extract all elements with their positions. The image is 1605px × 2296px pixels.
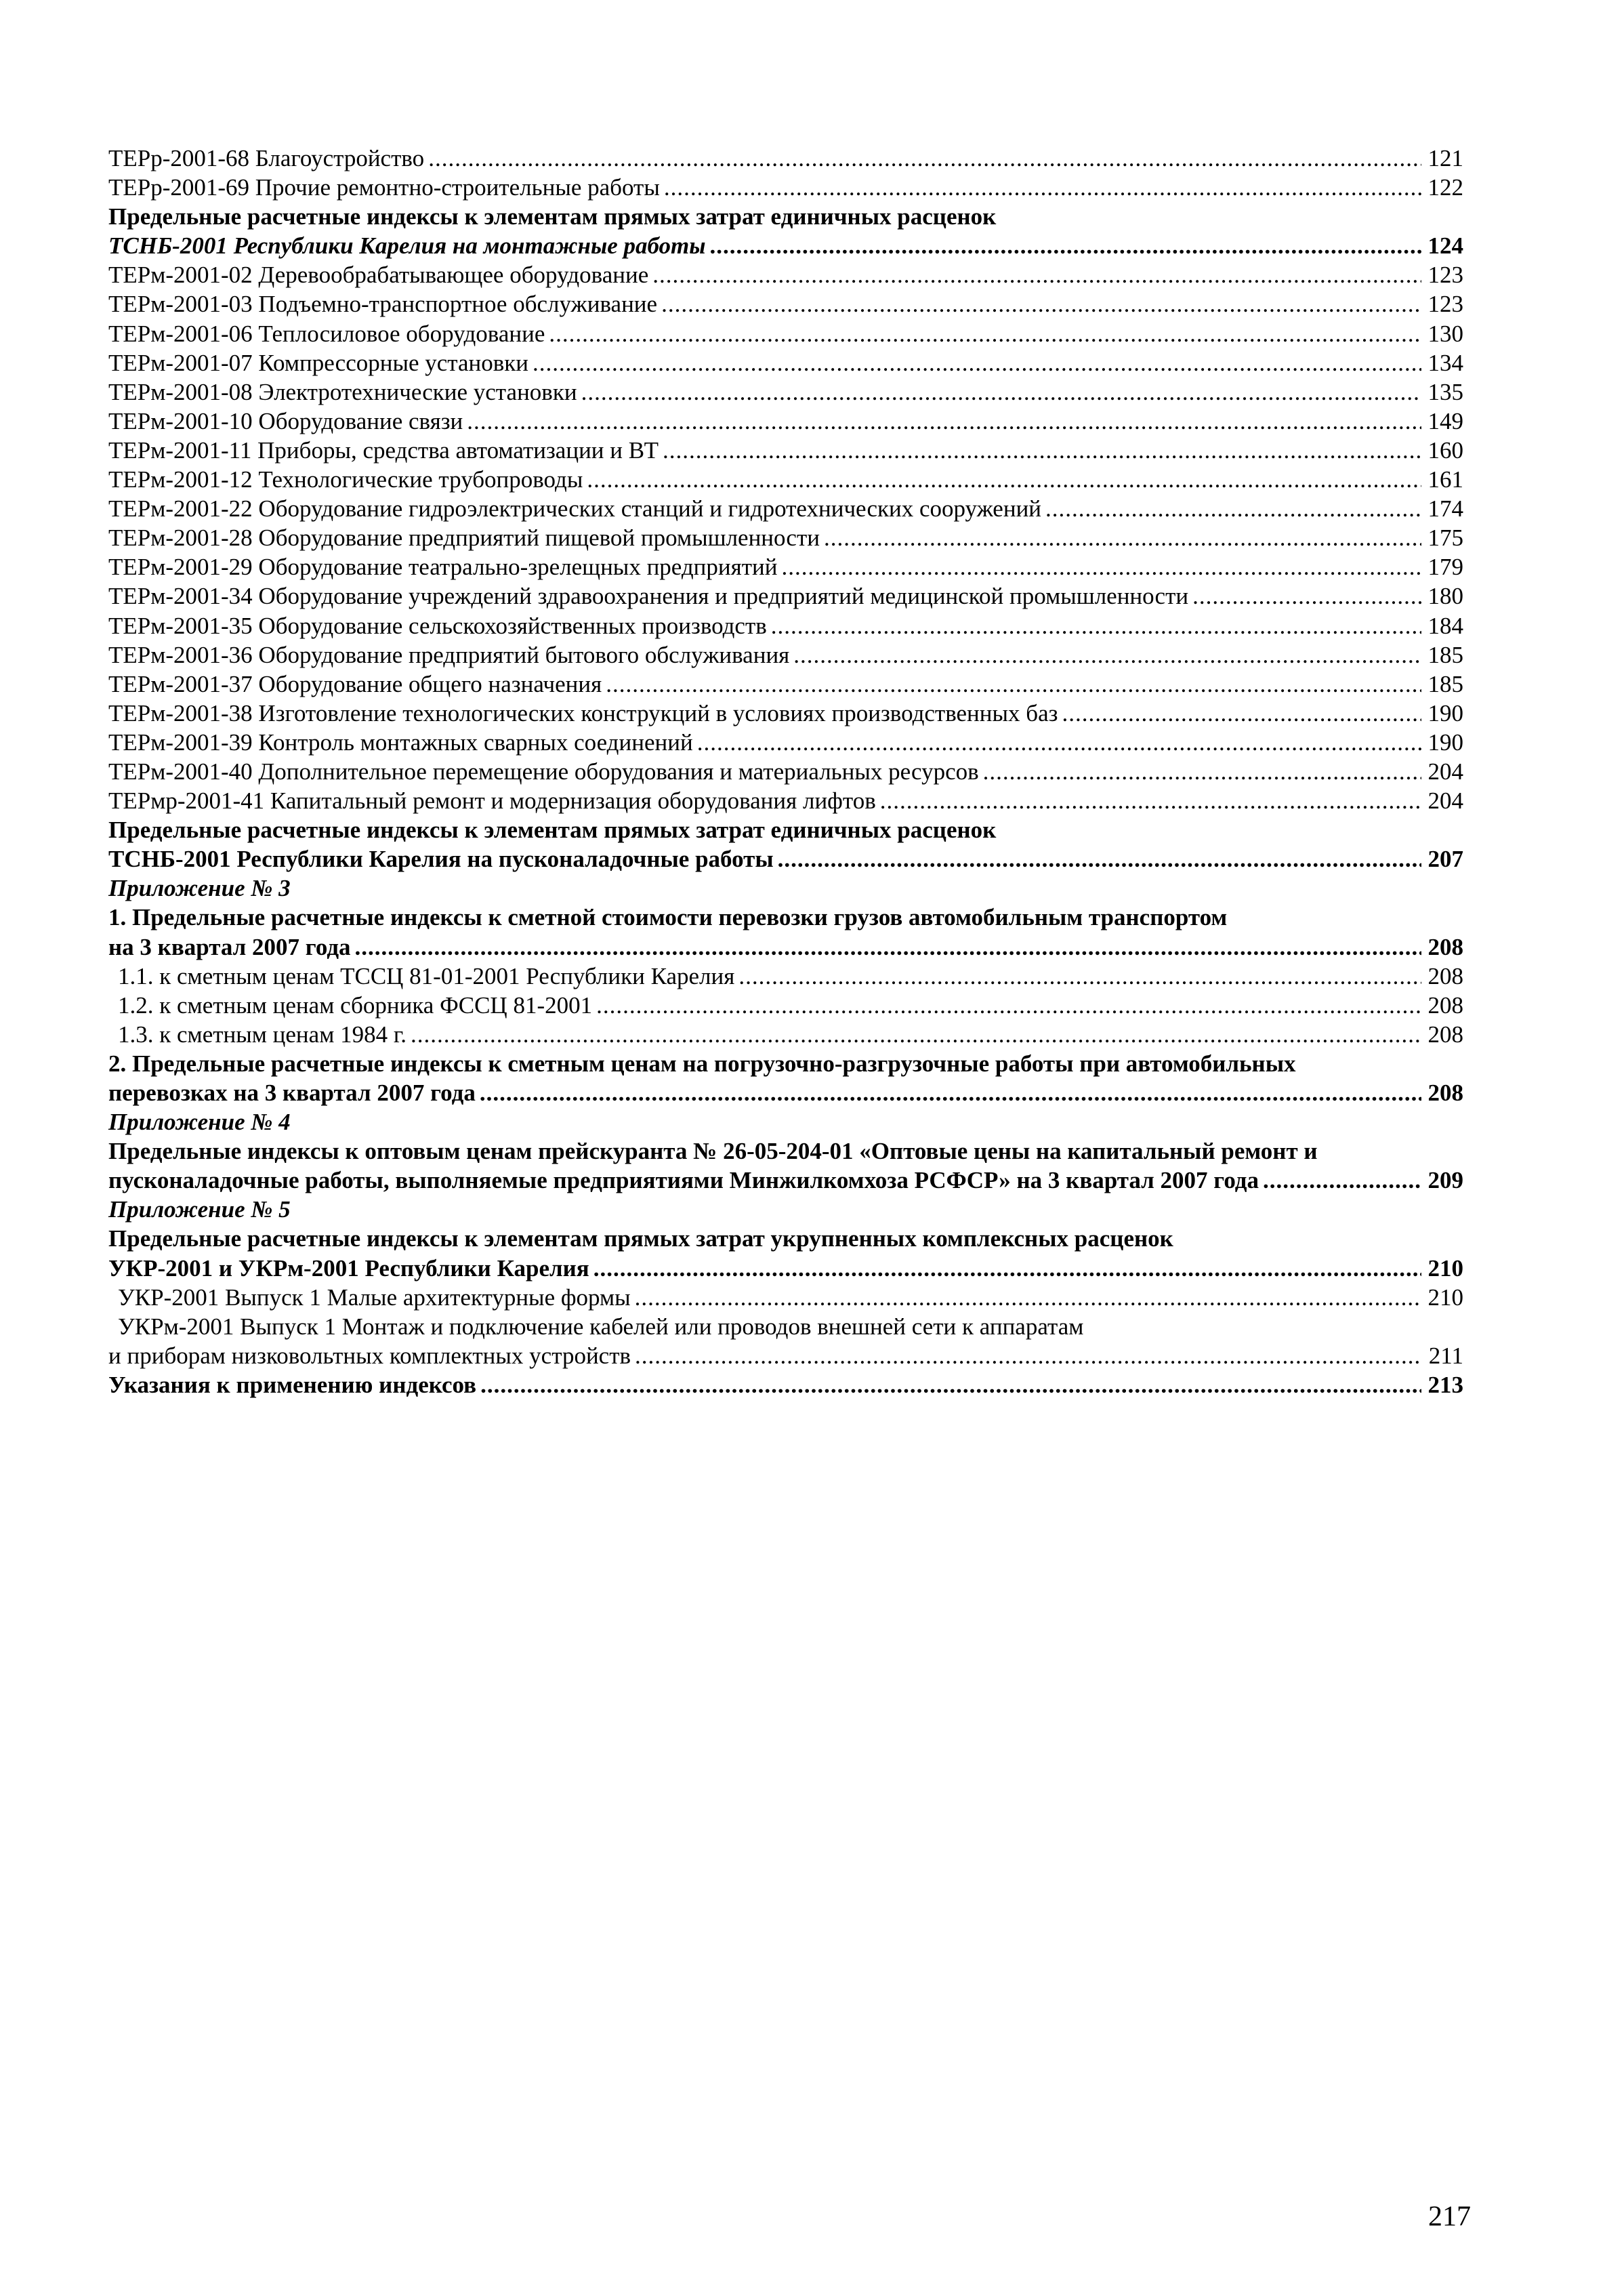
- toc-entry: [108, 699, 1463, 728]
- toc-entry-page: 175: [1427, 525, 1463, 552]
- toc-entry-page: 185: [1427, 641, 1463, 668]
- toc-entry-title: ТЕРм-2001-11 Приборы, средства автоматизации и ВТ: [108, 436, 659, 464]
- toc-entry-page: 211: [1428, 1342, 1463, 1369]
- toc-leader-dots: [587, 465, 1421, 494]
- toc-leader-dots: [983, 757, 1421, 786]
- toc-entry: [108, 611, 1463, 640]
- toc-entry-page: 210: [1427, 1284, 1463, 1311]
- toc-leader-dots: [411, 1020, 1421, 1049]
- toc-entry: [108, 1166, 1463, 1195]
- toc-leader-dots: [664, 173, 1421, 202]
- toc-entry-title: ТЕРм-2001-36 Оборудование предприятий бытового обслуживания: [108, 641, 790, 668]
- toc-entry-title: ТЕРм-2001-35 Оборудование сельскохозяйственных производств: [108, 612, 767, 639]
- toc-entry-page: 209: [1427, 1167, 1463, 1194]
- toc-entry: [108, 903, 1463, 932]
- toc-leader-dots: [1192, 581, 1421, 611]
- toc-leader-dots: [661, 289, 1421, 319]
- toc-entry-title: ТЕРм-2001-22 Оборудование гидроэлектрических станций и гидротехнических сооружений: [108, 495, 1042, 522]
- toc-entry-title: Приложение № 4: [108, 1109, 291, 1136]
- toc-entry: [108, 144, 1463, 173]
- page-number: 217: [1428, 2201, 1471, 2232]
- toc-entry: [108, 377, 1463, 407]
- toc-entry-title: ТЕРм-2001-08 Электротехнические установки: [108, 378, 577, 405]
- toc-leader-dots: [697, 728, 1421, 757]
- toc-entry-page: 122: [1427, 174, 1463, 201]
- toc-entry-title: перевозках на 3 квартал 2007 года: [108, 1080, 476, 1106]
- toc-entry: [108, 231, 1463, 260]
- toc-entry-title: ТЕРм-2001-02 Деревообрабатывающее оборудование: [108, 262, 649, 289]
- toc-entry-title: ТЕРм-2001-10 Оборудование связи: [108, 407, 463, 434]
- toc-leader-dots: [549, 319, 1421, 348]
- toc-entry-page: 207: [1427, 846, 1463, 873]
- toc-entry-title: ТЕРм-2001-03 Подъемно-транспортное обслуживание: [108, 291, 658, 318]
- toc-entry: [108, 991, 1463, 1020]
- toc-entry: [108, 552, 1463, 581]
- toc-entry-page: 210: [1427, 1254, 1463, 1282]
- toc-entry: [108, 1078, 1463, 1107]
- toc-entry: [108, 494, 1463, 523]
- toc-entry: [108, 348, 1463, 377]
- toc-entry-title: Указания к применению индексов: [108, 1371, 477, 1398]
- toc-entry-page: 121: [1427, 145, 1463, 171]
- toc-entry: [108, 962, 1463, 991]
- toc-entry-title: пусконаладочные работы, выполняемые предприятиями Минжилкомхоза РСФСР» на 3 квартал 2007 года: [108, 1167, 1259, 1194]
- toc-entry-page: 124: [1427, 232, 1463, 260]
- toc-leader-dots: [1045, 494, 1421, 523]
- toc-entry-title: Предельные индексы к оптовым ценам прейскуранта № 26-05-204-01 «Оптовые цены на капитальный ремонт и: [108, 1138, 1318, 1165]
- toc-entry-page: 213: [1427, 1371, 1463, 1398]
- toc-entry: [108, 1224, 1463, 1253]
- toc-entry-title: на 3 квартал 2007 года: [108, 933, 351, 960]
- toc-entry-title: Приложение № 5: [108, 1196, 291, 1223]
- toc-entry-title: 1.3. к сметным ценам 1984 г.: [118, 1021, 407, 1048]
- toc-entry-page: 208: [1427, 1080, 1463, 1106]
- toc-entry-title: 1.2. к сметным ценам сборника ФССЦ 81-2001: [118, 991, 593, 1019]
- toc-entry: [108, 465, 1463, 494]
- toc-entry-page: 190: [1427, 699, 1463, 726]
- toc-leader-dots: [771, 611, 1421, 640]
- toc-entry-title: ТЕРм-2001-38 Изготовление технологических конструкций в условиях производственных баз: [108, 699, 1058, 726]
- toc-leader-dots: [880, 786, 1421, 815]
- toc-entry: [108, 1020, 1463, 1049]
- toc-entry-title: ТЕРм-2001-12 Технологические трубопроводы: [108, 466, 583, 493]
- toc-entry: [108, 728, 1463, 757]
- toc-leader-dots: [355, 932, 1421, 962]
- toc-entry-page: 135: [1427, 378, 1463, 405]
- toc-entry-title: ТЕРм-2001-29 Оборудование театрально-зрелещных предприятий: [108, 554, 778, 581]
- toc-leader-dots: [596, 991, 1421, 1020]
- toc-leader-dots: [1062, 699, 1421, 728]
- toc-entry-page: 179: [1427, 554, 1463, 581]
- toc-leader-dots: [710, 231, 1421, 260]
- toc-entry-page: 208: [1427, 962, 1463, 989]
- toc-leader-dots: [480, 1370, 1421, 1399]
- toc-entry-title: 1. Предельные расчетные индексы к сметной стоимости перевозки грузов автомобильным транспортом: [108, 904, 1228, 931]
- toc-entry-page: 123: [1427, 291, 1463, 318]
- toc-entry-page: 204: [1427, 758, 1463, 785]
- toc-entry: [108, 1283, 1463, 1312]
- toc-entry-title: ТЕРр-2001-69 Прочие ремонтно-строительные работы: [108, 174, 660, 201]
- toc-leader-dots: [606, 670, 1421, 699]
- toc-entry-page: 180: [1427, 583, 1463, 610]
- toc-entry-title: УКРм-2001 Выпуск 1 Монтаж и подключение кабелей или проводов внешней сети к аппаратам: [118, 1313, 1084, 1340]
- toc-entry-title: ТЕРм-2001-06 Теплосиловое оборудование: [108, 320, 545, 347]
- toc-entry-title: ТСНБ-2001 Республики Карелия на пусконаладочные работы: [108, 846, 774, 873]
- toc-entry-page: 204: [1427, 787, 1463, 815]
- toc-entry: [108, 757, 1463, 786]
- toc-entry: [108, 640, 1463, 670]
- toc-entry: [108, 1049, 1463, 1078]
- toc-leader-dots: [824, 523, 1421, 552]
- toc-entry-title: ТЕРм-2001-37 Оборудование общего назначения: [108, 670, 602, 697]
- toc-entry-title: УКР-2001 и УКРм-2001 Республики Карелия: [108, 1254, 589, 1282]
- toc-entry: [108, 1370, 1463, 1399]
- toc-leader-dots: [778, 844, 1421, 874]
- toc-leader-dots: [635, 1283, 1421, 1312]
- toc-entry: [108, 1136, 1463, 1166]
- toc-entry-page: 208: [1427, 933, 1463, 960]
- toc-entry-page: 190: [1427, 729, 1463, 756]
- toc-entry-title: 1.1. к сметным ценам ТССЦ 81-01-2001 Республики Карелия: [118, 962, 735, 989]
- toc-entry-title: 2. Предельные расчетные индексы к сметным ценам на погрузочно-разгрузочные работы при автомобильных: [108, 1050, 1296, 1077]
- toc-leader-dots: [652, 260, 1421, 289]
- toc-entry-page: 160: [1427, 436, 1463, 464]
- toc-entry: [108, 289, 1463, 319]
- toc-leader-dots: [635, 1341, 1421, 1370]
- toc-leader-dots: [663, 436, 1421, 465]
- toc-leader-dots: [581, 377, 1421, 407]
- toc-entry-title: ТЕРмр-2001-41 Капитальный ремонт и модернизация оборудования лифтов: [108, 787, 876, 815]
- toc-leader-dots: [480, 1078, 1421, 1107]
- toc-entry-page: 208: [1427, 1021, 1463, 1048]
- toc-entry-title: Приложение № 3: [108, 875, 291, 902]
- toc-entry: [108, 844, 1463, 874]
- toc-entry-page: 184: [1427, 612, 1463, 639]
- toc-entry-title: Предельные расчетные индексы к элементам прямых затрат единичных расценок: [108, 203, 997, 230]
- toc-entry: [108, 815, 1463, 844]
- table-of-contents: [108, 144, 1463, 1399]
- toc-entry: [108, 319, 1463, 348]
- toc-entry: [108, 436, 1463, 465]
- toc-entry-title: Предельные расчетные индексы к элементам прямых затрат единичных расценок: [108, 817, 997, 844]
- toc-entry-page: 208: [1427, 991, 1463, 1019]
- toc-leader-dots: [793, 640, 1421, 670]
- toc-entry: [108, 260, 1463, 289]
- toc-entry-page: 130: [1427, 320, 1463, 347]
- toc-entry-title: и приборам низковольтных комплектных устройств: [108, 1342, 631, 1369]
- toc-entry: [108, 1195, 1463, 1224]
- toc-entry: [108, 874, 1463, 903]
- toc-entry: [108, 670, 1463, 699]
- toc-leader-dots: [467, 407, 1421, 436]
- toc-leader-dots: [428, 144, 1421, 173]
- toc-leader-dots: [533, 348, 1421, 377]
- toc-entry: [108, 1312, 1463, 1341]
- toc-entry-title: ТЕРм-2001-39 Контроль монтажных сварных соединений: [108, 729, 693, 756]
- toc-entry: [108, 173, 1463, 202]
- toc-leader-dots: [1263, 1166, 1421, 1195]
- toc-entry-title: ТЕРм-2001-07 Компрессорные установки: [108, 349, 529, 376]
- toc-entry-page: 123: [1427, 262, 1463, 289]
- toc-entry-title: ТЕРм-2001-34 Оборудование учреждений здравоохранения и предприятий медицинской промышленности: [108, 583, 1189, 610]
- toc-entry-page: 174: [1427, 495, 1463, 522]
- toc-entry-title: УКР-2001 Выпуск 1 Малые архитектурные формы: [118, 1284, 631, 1311]
- toc-entry-title: ТЕРр-2001-68 Благоустройство: [108, 145, 425, 171]
- toc-leader-dots: [782, 552, 1421, 581]
- toc-entry-page: 149: [1427, 407, 1463, 434]
- toc-entry-page: 161: [1427, 466, 1463, 493]
- toc-entry-page: 134: [1427, 349, 1463, 376]
- toc-entry: [108, 202, 1463, 231]
- toc-entry: [108, 1107, 1463, 1136]
- toc-entry-title: ТЕРм-2001-28 Оборудование предприятий пищевой промышленности: [108, 525, 820, 552]
- toc-entry: [108, 1254, 1463, 1283]
- toc-entry: [108, 932, 1463, 962]
- toc-entry-title: ТСНБ-2001 Республики Карелия на монтажные работы: [108, 232, 706, 260]
- toc-leader-dots: [738, 962, 1421, 991]
- toc-entry: [108, 1341, 1463, 1370]
- toc-entry: [108, 407, 1463, 436]
- toc-entry: [108, 581, 1463, 611]
- toc-entry-page: 185: [1427, 670, 1463, 697]
- toc-entry: [108, 786, 1463, 815]
- toc-entry-title: Предельные расчетные индексы к элементам прямых затрат укрупненных комплексных расценок: [108, 1225, 1173, 1252]
- toc-leader-dots: [593, 1254, 1421, 1283]
- toc-entry: [108, 523, 1463, 552]
- toc-entry-title: ТЕРм-2001-40 Дополнительное перемещение оборудования и материальных ресурсов: [108, 758, 979, 785]
